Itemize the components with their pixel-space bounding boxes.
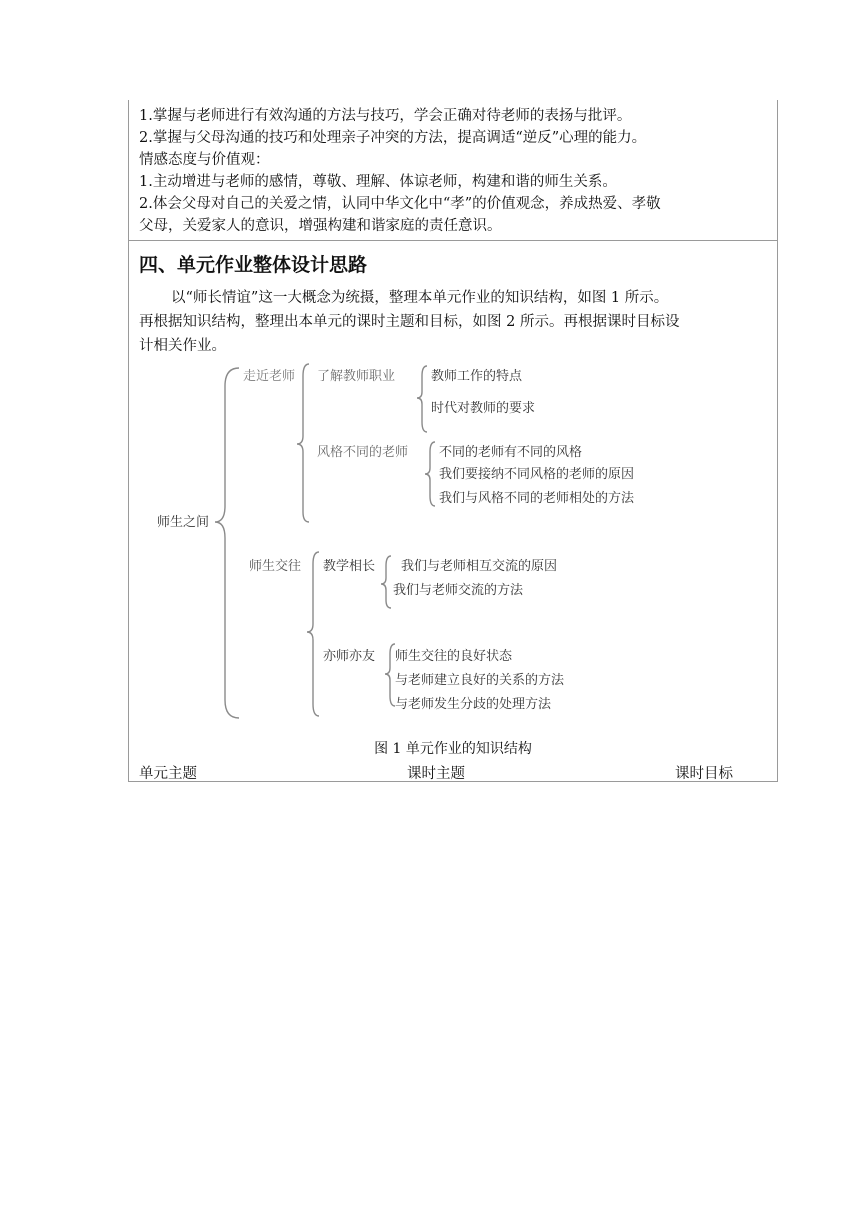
paragraph-line: 计相关作业。 — [139, 338, 226, 354]
leaf-item: 与老师发生分歧的处理方法 — [395, 697, 552, 712]
sub-brace — [425, 442, 435, 506]
leaf-item: 时代对教师的要求 — [431, 401, 536, 416]
values-heading: 情感态度与价值观： — [139, 152, 270, 168]
footer-unit-theme: 单元主题 — [139, 766, 197, 782]
sub-brace — [381, 556, 391, 608]
leaf-item: 不同的老师有不同的风格 — [439, 445, 583, 460]
objective-line: 父母，关爱家人的意识，增强构建和谐家庭的责任意识。 — [139, 218, 502, 234]
paragraph-line: 以“师长情谊”这一大概念为统摄，整理本单元作业的知识结构，如图 1 所示。 — [171, 290, 669, 306]
root-brace — [215, 368, 239, 718]
leaf-item: 我们与老师交流的方法 — [393, 583, 524, 598]
row-divider — [129, 240, 777, 241]
branch-brace — [307, 552, 319, 716]
paragraph-line: 再根据知识结构，整理出本单元的课时主题和目标，如图 2 所示。再根据课时目标设 — [139, 314, 680, 330]
knowledge-structure-diagram — [139, 356, 699, 724]
section-heading: 四、单元作业整体设计思路 — [139, 254, 368, 276]
footer-lesson-goal: 课时目标 — [675, 766, 733, 782]
figure-caption: 图 1 单元作业的知识结构 — [374, 741, 532, 757]
leaf-item: 我们要接纳不同风格的老师的原因 — [439, 467, 635, 482]
sub-brace — [385, 644, 395, 706]
branch-brace — [297, 364, 309, 522]
content-table — [128, 100, 778, 782]
footer-lesson-theme: 课时主题 — [407, 766, 465, 782]
subbranch-label: 了解教师职业 — [317, 369, 396, 384]
objective-line: 1.掌握与老师进行有效沟通的方法与技巧，学会正确对待老师的表扬与批评。 — [139, 108, 632, 124]
subbranch-label: 风格不同的老师 — [317, 445, 409, 460]
objective-line: 1.主动增进与老师的感情，尊敬、理解、体谅老师，构建和谐的师生关系。 — [139, 174, 617, 190]
objective-line: 2.体会父母对自己的关爱之情，认同中华文化中“孝”的价值观念，养成热爱、孝敬 — [139, 196, 661, 212]
diagram-root: 师生之间 — [157, 515, 210, 530]
leaf-item: 师生交往的良好状态 — [395, 649, 513, 664]
branch-label: 走近老师 — [243, 369, 296, 384]
objective-line: 2.掌握与父母沟通的技巧和处理亲子冲突的方法，提高调适“逆反”心理的能力。 — [139, 130, 647, 146]
leaf-item: 我们与老师相互交流的原因 — [401, 559, 558, 574]
leaf-item: 我们与风格不同的老师相处的方法 — [439, 491, 635, 506]
subbranch-label: 教学相长 — [323, 559, 376, 574]
leaf-item: 与老师建立良好的关系的方法 — [395, 673, 565, 688]
branch-label: 师生交往 — [249, 559, 302, 574]
subbranch-label: 亦师亦友 — [323, 649, 376, 664]
sub-brace — [417, 366, 427, 432]
leaf-item: 教师工作的特点 — [431, 369, 523, 384]
